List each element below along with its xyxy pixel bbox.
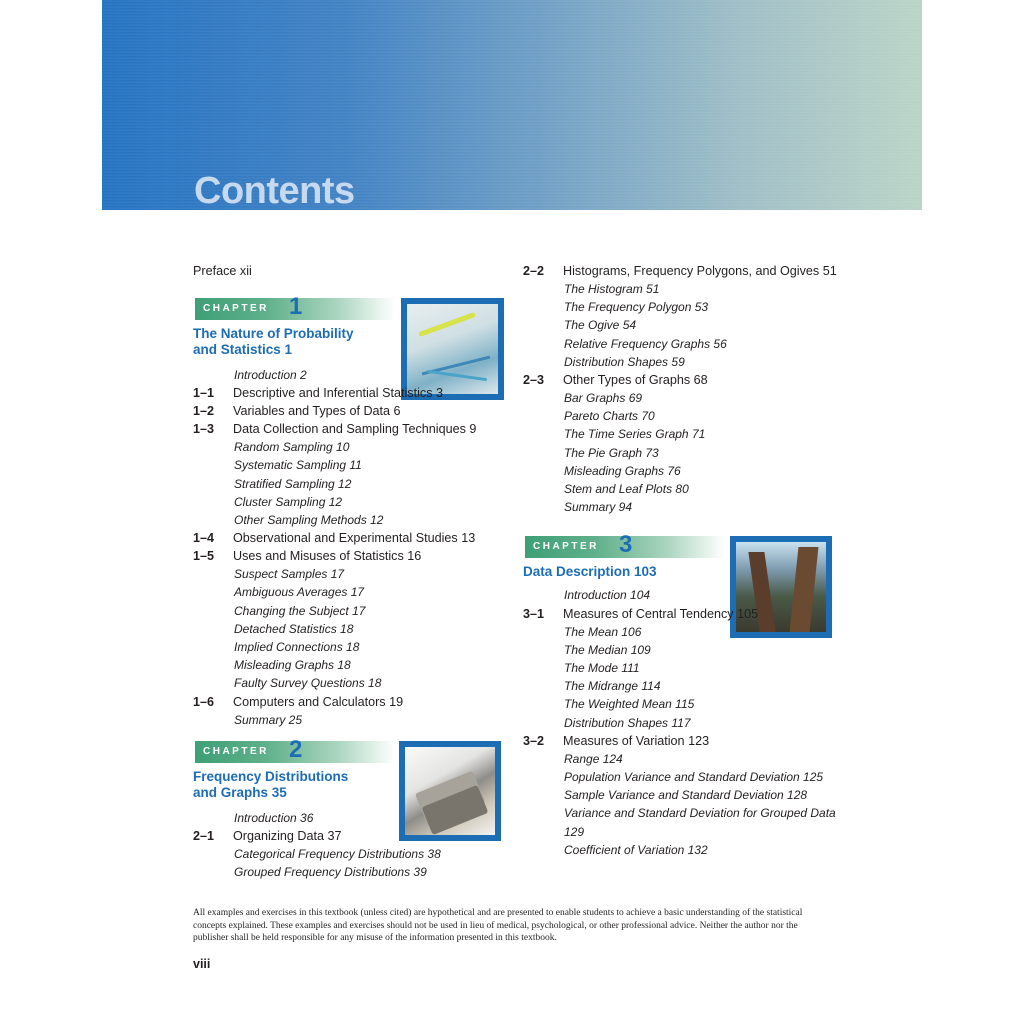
toc-subsection-entry[interactable]: Cluster Sampling 12 (234, 494, 343, 509)
section-number: 1–1 (193, 386, 215, 401)
toc-subsection-entry[interactable]: Range 124 (564, 751, 623, 766)
toc-subsection-entry[interactable]: The Mode 111 (564, 661, 640, 676)
toc-subsection-entry[interactable]: Relative Frequency Graphs 56 (564, 336, 727, 351)
section-number: 2–1 (193, 829, 215, 844)
section-title: Measures of Central Tendency 105 (563, 606, 759, 621)
chapter-2-entries (193, 809, 513, 882)
toc-subsection-entry[interactable]: Stratified Sampling 12 (234, 476, 352, 491)
toc-subsection-entry[interactable]: Implied Connections 18 (234, 640, 360, 655)
toc-subsection-entry[interactable]: Stem and Leaf Plots 80 (564, 482, 689, 497)
section-number: 1–3 (193, 422, 215, 437)
toc-subsection-entry[interactable]: The Histogram 51 (564, 282, 660, 296)
pen-image (418, 312, 476, 337)
chapter-3-bar (525, 531, 725, 559)
chapter-number: 2 (289, 735, 303, 763)
toc-section-entry[interactable] (193, 384, 513, 402)
chapter-1-entries (193, 366, 513, 729)
toc-subsection-entry[interactable]: Faulty Survey Questions 18 (234, 676, 382, 691)
section-number: 3–2 (523, 733, 545, 748)
chapter-3-entries (523, 586, 843, 859)
chapter-number: 3 (619, 531, 633, 559)
chapter-label: CHAPTER (203, 745, 269, 757)
section-number: 1–2 (193, 404, 215, 419)
toc-preface[interactable]: Preface xii (193, 264, 252, 278)
toc-subsection-entry[interactable]: Introduction 104 (564, 588, 651, 603)
section-number: 2–3 (523, 373, 545, 388)
toc-section-entry[interactable] (193, 693, 513, 711)
section-title: Variables and Types of Data 6 (233, 404, 401, 419)
header-banner (102, 0, 922, 210)
toc-section-entry[interactable] (193, 529, 513, 547)
toc-section-entry[interactable] (523, 371, 843, 389)
toc-subsection-entry[interactable]: The Median 109 (564, 642, 651, 657)
toc-subsection-entry[interactable]: Other Sampling Methods 12 (234, 513, 384, 528)
toc-section-entry[interactable] (193, 402, 513, 420)
toc-subsection-entry[interactable]: Coefficient of Variation 132 (564, 842, 708, 857)
section-number: 1–5 (193, 549, 215, 564)
toc-subsection-entry[interactable]: The Time Series Graph 71 (564, 427, 706, 442)
toc-section-entry[interactable] (193, 827, 513, 845)
section-title: Other Types of Graphs 68 (563, 373, 708, 388)
chapter-title-line: Frequency Distributions (193, 768, 349, 784)
toc-subsection-entry[interactable]: The Pie Graph 73 (564, 445, 659, 460)
toc-subsection-entry[interactable]: Variance and Standard Deviation for Grouped Data 129 (564, 806, 836, 839)
toc-subsection-entry[interactable]: Introduction 36 (234, 810, 314, 825)
toc-subsection-entry[interactable]: Population Variance and Standard Deviation 125 (564, 770, 824, 785)
toc-subsection-entry[interactable]: Systematic Sampling 11 (234, 458, 362, 473)
toc-subsection-entry[interactable]: Detached Statistics 18 (234, 621, 354, 636)
toc-subsection-entry[interactable]: The Weighted Mean 115 (564, 697, 695, 712)
toc-subsection-entry[interactable]: The Ogive 54 (564, 318, 637, 333)
toc-subsection-entry[interactable]: Misleading Graphs 76 (564, 463, 681, 478)
chapter-3-heading (523, 531, 843, 580)
toc-subsection-entry[interactable]: Bar Graphs 69 (564, 391, 643, 406)
toc-subsection-entry[interactable]: Misleading Graphs 18 (234, 658, 351, 673)
section-number: 3–1 (523, 606, 545, 621)
toc-subsection-entry[interactable]: Summary 94 (564, 500, 633, 515)
toc-subsection-entry[interactable]: Pareto Charts 70 (564, 409, 655, 424)
chapter-1-heading (193, 293, 513, 358)
page-number: viii (193, 957, 211, 971)
section-number: 1–6 (193, 694, 215, 709)
section-number: 1–4 (193, 531, 215, 546)
toc-subsection-entry[interactable]: Changing the Subject 17 (234, 603, 366, 618)
chapter-1-bar (195, 293, 395, 320)
section-title: Computers and Calculators 19 (233, 694, 404, 709)
section-title: Descriptive and Inferential Statistics 3 (233, 386, 443, 401)
chapter-title-line: and Graphs 35 (193, 784, 287, 800)
disclaimer-footnote: All examples and exercises in this textbook (unless cited) are hypothetical and are presented to enable students to achieve a basic understanding of the statistical concepts explained. These examples and exercises should not be used in lieu of medical, psychological, or other professional advice. Neither the author nor the publisher shall be held responsible for any misuse of the information presented in this textbook. (193, 908, 803, 943)
chapter-number: 1 (289, 293, 303, 320)
toc-subsection-entry[interactable]: Summary 25 (234, 712, 303, 727)
section-title: Measures of Variation 123 (563, 733, 710, 748)
toc-subsection-entry[interactable]: Random Sampling 10 (234, 440, 350, 455)
toc-subsection-entry[interactable]: The Midrange 114 (564, 679, 661, 694)
toc-section-entry[interactable] (523, 605, 843, 623)
toc-right-column (523, 262, 843, 859)
toc-subsection-entry[interactable]: Suspect Samples 17 (234, 567, 345, 582)
toc-section-entry[interactable] (523, 732, 843, 750)
toc-subsection-entry[interactable]: Grouped Frequency Distributions 39 (234, 865, 427, 880)
chapter-label: CHAPTER (203, 303, 269, 314)
chapter-title-line: Data Description 103 (523, 564, 657, 580)
chapter-label: CHAPTER (533, 541, 599, 553)
section-title: Organizing Data 37 (233, 829, 342, 844)
toc-section-entry[interactable] (523, 262, 843, 280)
toc-subsection-entry[interactable]: Distribution Shapes 117 (564, 715, 691, 730)
toc-subsection-entry[interactable]: Introduction 2 (234, 368, 307, 382)
page-title: Contents (194, 170, 355, 212)
toc-left-column (193, 262, 513, 881)
section-title: Uses and Misuses of Statistics 16 (233, 549, 422, 564)
section-title: Observational and Experimental Studies 13 (233, 531, 476, 546)
chapter-2-heading (193, 735, 513, 801)
chapter-title-line: The Nature of Probability (193, 326, 354, 341)
chapter-2-bar (195, 735, 395, 763)
chapter-2-continued-entries (523, 262, 843, 516)
toc-subsection-entry[interactable]: The Frequency Polygon 53 (564, 300, 709, 315)
toc-subsection-entry[interactable]: Distribution Shapes 59 (564, 354, 685, 369)
toc-section-entry[interactable] (193, 420, 513, 438)
section-title: Data Collection and Sampling Techniques 9 (233, 422, 477, 437)
section-number: 2–2 (523, 264, 545, 278)
toc-subsection-entry[interactable]: Categorical Frequency Distributions 38 (234, 847, 441, 862)
toc-subsection-entry[interactable]: Sample Variance and Standard Deviation 128 (564, 788, 808, 803)
chapter-title-line: and Statistics 1 (193, 342, 293, 357)
toc-subsection-entry[interactable]: Ambiguous Averages 17 (234, 585, 365, 600)
toc-section-entry[interactable] (193, 547, 513, 565)
section-title: Histograms, Frequency Polygons, and Ogives 51 (563, 264, 837, 278)
toc-subsection-entry[interactable]: The Mean 106 (564, 624, 642, 639)
